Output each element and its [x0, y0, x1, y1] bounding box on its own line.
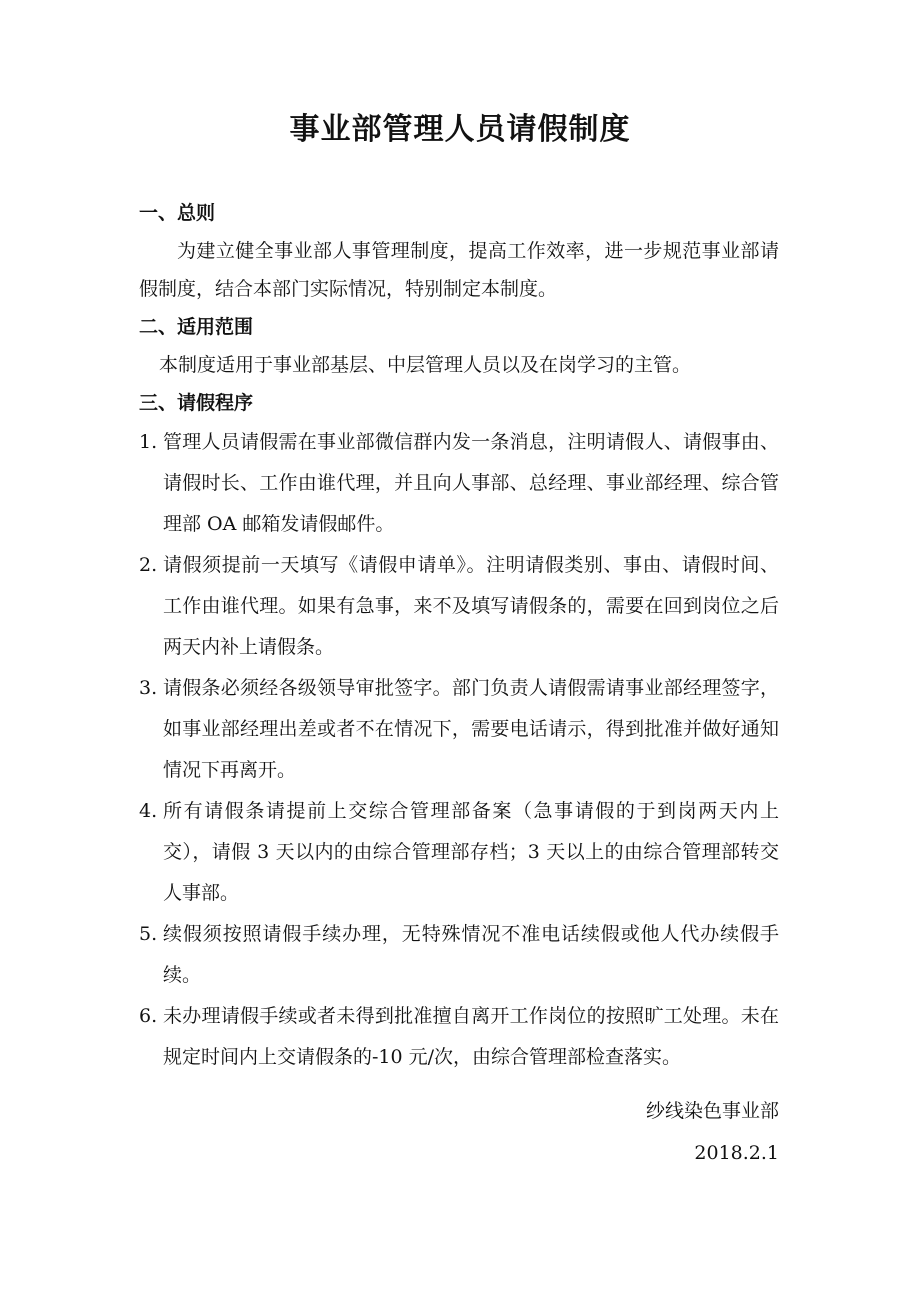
signature-department: 纱线染色事业部 — [645, 1100, 779, 1122]
section-paragraph-scope: 本制度适用于事业部基层、中层管理人员以及在岗学习的主管。 — [159, 354, 692, 376]
section-heading-scope: 二、适用范围 — [139, 316, 254, 338]
list-item-text: 请假条必须经各级领导审批签字。部门负责人请假需请事业部经理签字，如事业部经理出差或者不在情况下，需要电话请示，得到批准并做好通知情况下再离开。 — [163, 677, 779, 781]
section-scope — [139, 308, 779, 384]
procedure-list — [139, 422, 779, 1078]
section-general — [139, 194, 779, 308]
list-item-text: 管理人员请假需在事业部微信群内发一条消息，注明请假人、请假事由、请假时长、工作由谁代理，并且向人事部、总经理、事业部经理、综合管理部 OA 邮箱发请假邮件。 — [163, 431, 779, 535]
list-item-text: 续假须按照请假手续办理，无特殊情况不准电话续假或他人代办续假手续。 — [163, 923, 779, 986]
section-paragraph-general: 为建立健全事业部人事管理制度，提高工作效率，进一步规范事业部请假制度，结合本部门实际情况，特别制定本制度。 — [139, 240, 779, 300]
section-heading-general: 一、总则 — [139, 202, 216, 224]
list-item — [139, 668, 779, 791]
list-item-text: 未办理请假手续或者未得到批准擅自离开工作岗位的按照旷工处理。未在规定时间内上交请假条的-10 元/次，由综合管理部检查落实。 — [163, 1005, 779, 1068]
list-item — [139, 996, 779, 1078]
list-item — [139, 545, 779, 668]
list-item-number: 1. — [139, 431, 158, 453]
list-item-number: 2. — [139, 554, 158, 576]
list-item-text: 所有请假条请提前上交综合管理部备案（急事请假的于到岗两天内上交），请假 3 天以内的由综合管理部存档；3 天以上的由综合管理部转交人事部。 — [163, 800, 779, 904]
document-body — [139, 194, 779, 1078]
list-item-text: 请假须提前一天填写《请假申请单》。注明请假类别、事由、请假时间、工作由谁代理。如果有急事，来不及填写请假条的，需要在回到岗位之后两天内补上请假条。 — [163, 554, 779, 658]
list-item-number: 4. — [139, 800, 158, 822]
section-procedure — [139, 384, 779, 1078]
section-heading-procedure: 三、请假程序 — [139, 392, 254, 414]
signature-block — [646, 1090, 779, 1174]
list-item-number: 3. — [139, 677, 158, 699]
signature-date: 2018.2.1 — [694, 1142, 779, 1164]
list-item — [139, 791, 779, 914]
list-item-number: 5. — [139, 923, 158, 945]
document-title: 事业部管理人员请假制度 — [289, 112, 631, 147]
list-item — [139, 914, 779, 996]
list-item-number: 6. — [139, 1005, 158, 1027]
list-item — [139, 422, 779, 545]
